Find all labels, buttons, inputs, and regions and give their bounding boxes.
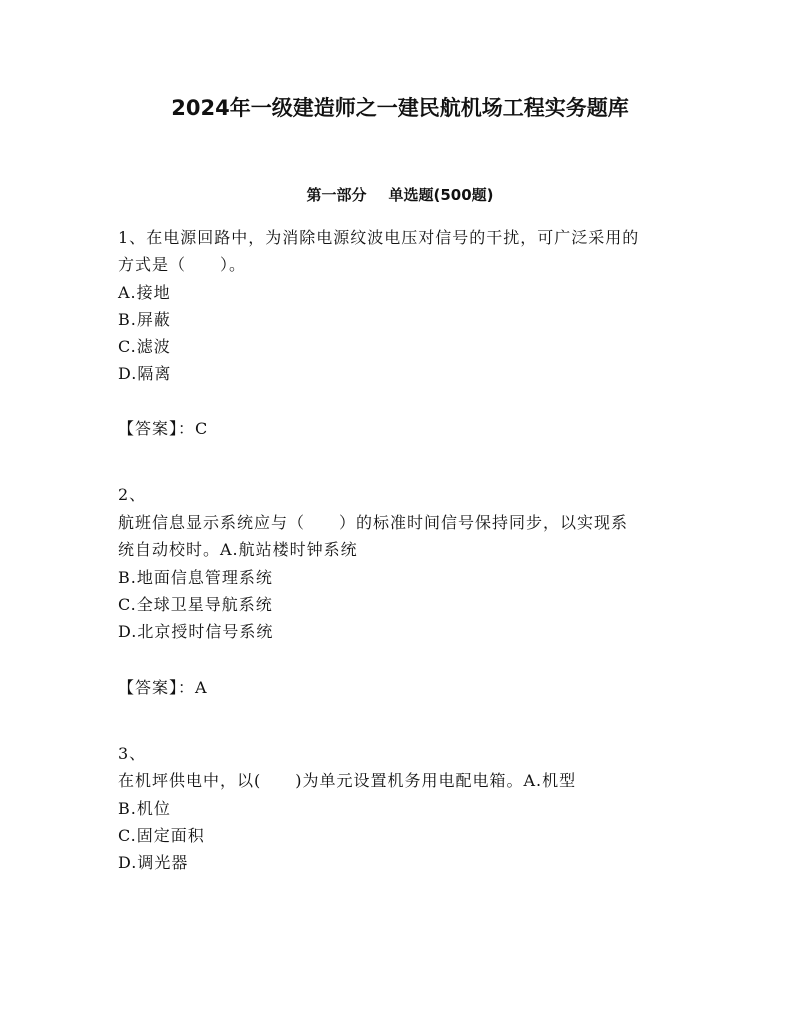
question-1-option-c: C.滤波 <box>118 337 171 356</box>
question-1-option-d: D.隔离 <box>118 364 172 383</box>
question-1-stem-line-2: 方式是（ ）。 <box>118 255 247 274</box>
question-1-option-a: A.接地 <box>118 283 171 302</box>
question-number: 1、 <box>118 228 147 247</box>
question-2-answer <box>118 674 688 701</box>
question-2-stem-line-1: 航班信息显示系统应与（ ）的标准时间信号保持同步，以实现系 <box>118 513 629 532</box>
answer-value: A <box>195 678 208 697</box>
question-2-option-d: D.北京授时信号系统 <box>118 622 274 641</box>
question-3-stem-line-1: 在机坪供电中，以( )为单元设置机务用电配电箱。A.机型 <box>118 771 577 790</box>
question-2-option-b: B.地面信息管理系统 <box>118 568 273 587</box>
question-1-option-b: B.屏蔽 <box>118 310 171 329</box>
question-3-option-b: B.机位 <box>118 799 171 818</box>
document-title: 2024年一级建造师之一建民航机场工程实务题库 <box>171 96 629 120</box>
question-2-stem-line-2: 统自动校时。A.航站楼时钟系统 <box>118 540 358 559</box>
answer-label: 【答案】： <box>118 678 196 697</box>
question-2-number: 2、 <box>118 485 147 504</box>
question-3-number: 3、 <box>118 744 147 763</box>
section-title <box>0 182 800 208</box>
question-1-stem-line-1: 1、在电源回路中，为消除电源纹波电压对信号的干扰，可广泛采用的 <box>118 228 640 247</box>
section-subheading: 单选题(500题) <box>388 186 494 204</box>
question-2-option-c: C.全球卫星导航系统 <box>118 595 273 614</box>
question-3-option-c: C.固定面积 <box>118 826 205 845</box>
answer-value: C <box>195 419 209 438</box>
question-3-option-d: D.调光器 <box>118 853 189 872</box>
answer-label: 【答案】： <box>118 419 196 438</box>
question-1-answer <box>118 415 688 442</box>
section-heading: 第一部分 <box>306 186 367 204</box>
